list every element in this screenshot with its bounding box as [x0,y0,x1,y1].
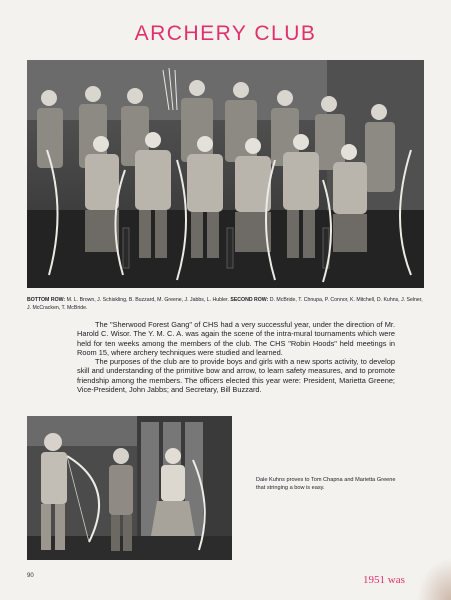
paragraph-2: The purposes of the club are to provide boys and girls with a new sports activity, to develop skill and understanding of the primitive bow and arrow, to learn safety measures, and to promote friendship among the members. The officers elected this year were: President, Marietta Greene; Vice-President, John Jabbs; and Secretary, Bill Buzzard. [77,357,395,395]
group-photo [27,60,424,288]
page-title: ARCHERY CLUB [134,22,317,45]
bow-stringing-image [27,416,232,560]
caption-second-row-names: D. McBride, T. Chnupa, P. Connor, K. Mitchell, D. Kuhns, J. Selner, J. McCracken, T. McBride. [27,297,423,311]
photo-caption [27,296,424,312]
paragraph-1: The "Sherwood Forest Gang" of CHS had a very successful year, under the direction of Mr. Harold C. Wisor. The Y. M. C. A. was again the scene of the intra-mural tournaments which were held for ten weeks among the members of the club. The CHS "Robin Hoods" held meetings in Room 15, where archery techniques were studied and learned. [77,320,395,357]
group-photo-image [27,60,424,288]
side-photo-caption: Dale Kuhns proves to Tom Chapna and Marietta Greene that stringing a bow is easy. [256,477,396,491]
paper-stain [417,558,451,600]
footer-running-text: 1951 was [363,574,405,586]
article-body [77,320,395,394]
bow-stringing-photo [27,416,232,560]
caption-bottom-row-label: BOTTOM ROW: [27,297,66,303]
page-number: 90 [27,573,34,579]
caption-second-row-label: SECOND ROW: [230,297,269,303]
caption-bottom-row-names: M. L. Brown, J. Schiskling, B. Buzzard, M. Greene, J. Jabbs, L. Hubler. [66,297,229,303]
